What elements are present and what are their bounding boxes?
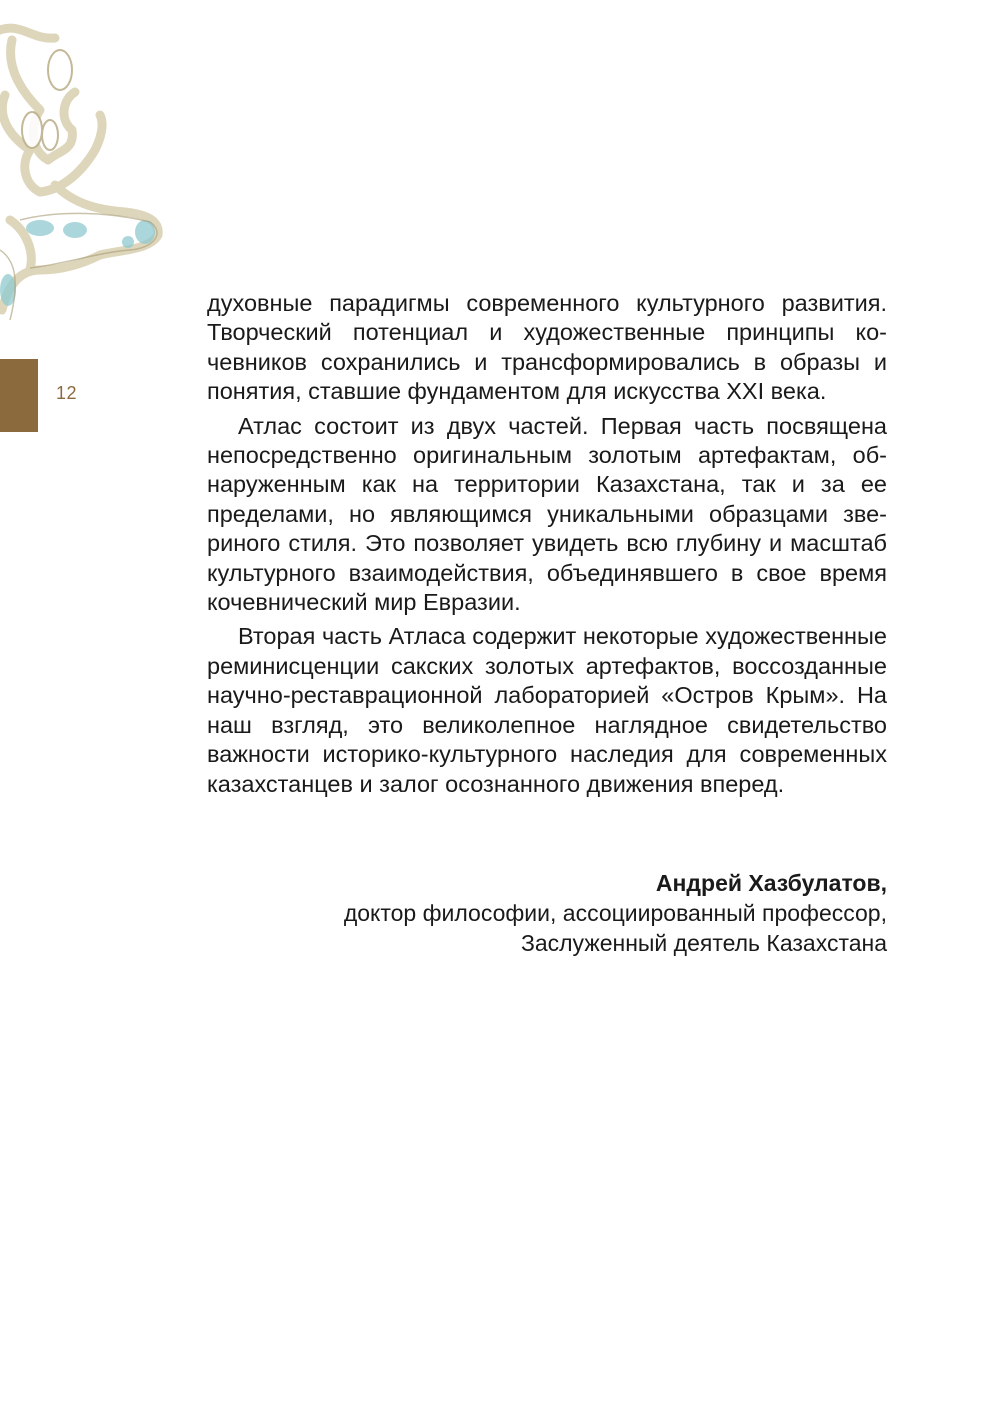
author-name: Андрей Хазбулатов, — [655, 870, 887, 896]
page-edge-tab — [0, 359, 38, 432]
page-number: 12 — [56, 383, 78, 403]
signature-block — [207, 868, 887, 958]
author-honor: Заслуженный деятель Казахстана — [520, 930, 887, 956]
paragraph-1: духовные парадигмы современного культурного развития. Творческий потенциал и художественные принципы кочевников сохранились и трансформировались в образы и понятия, ставшие фундаментом для искусства XXI века. — [207, 290, 887, 405]
paragraph-2: Атлас состоит из двух частей. Первая часть посвящена непосредственно оригинальным золотым артефактам, обнаруженным как на территории Казахстана, так и за ее пределами, но являющимся уникальными образцами звериного стиля. Это позволяет увидеть всю глубину и масштаб культурного взаимодействия, объединявшего в свое время кочевнический мир Евразии. — [207, 412, 887, 616]
body-text — [207, 289, 887, 804]
golden-deer-ornament-icon — [0, 0, 170, 340]
paragraph-3: Вторая часть Атласа содержит некоторые художественные реминисценции сакских золотых артефактов, воссозданные научно-реставрационной лабораторией «Остров Крым». На наш взгляд, это великолепное наглядное свидетельство важности историко-культурного наследия для современных казахстанцев и залог осознанного движения вперед. — [207, 623, 887, 797]
author-title: доктор философии, ассоциированный профессор, — [343, 900, 887, 926]
